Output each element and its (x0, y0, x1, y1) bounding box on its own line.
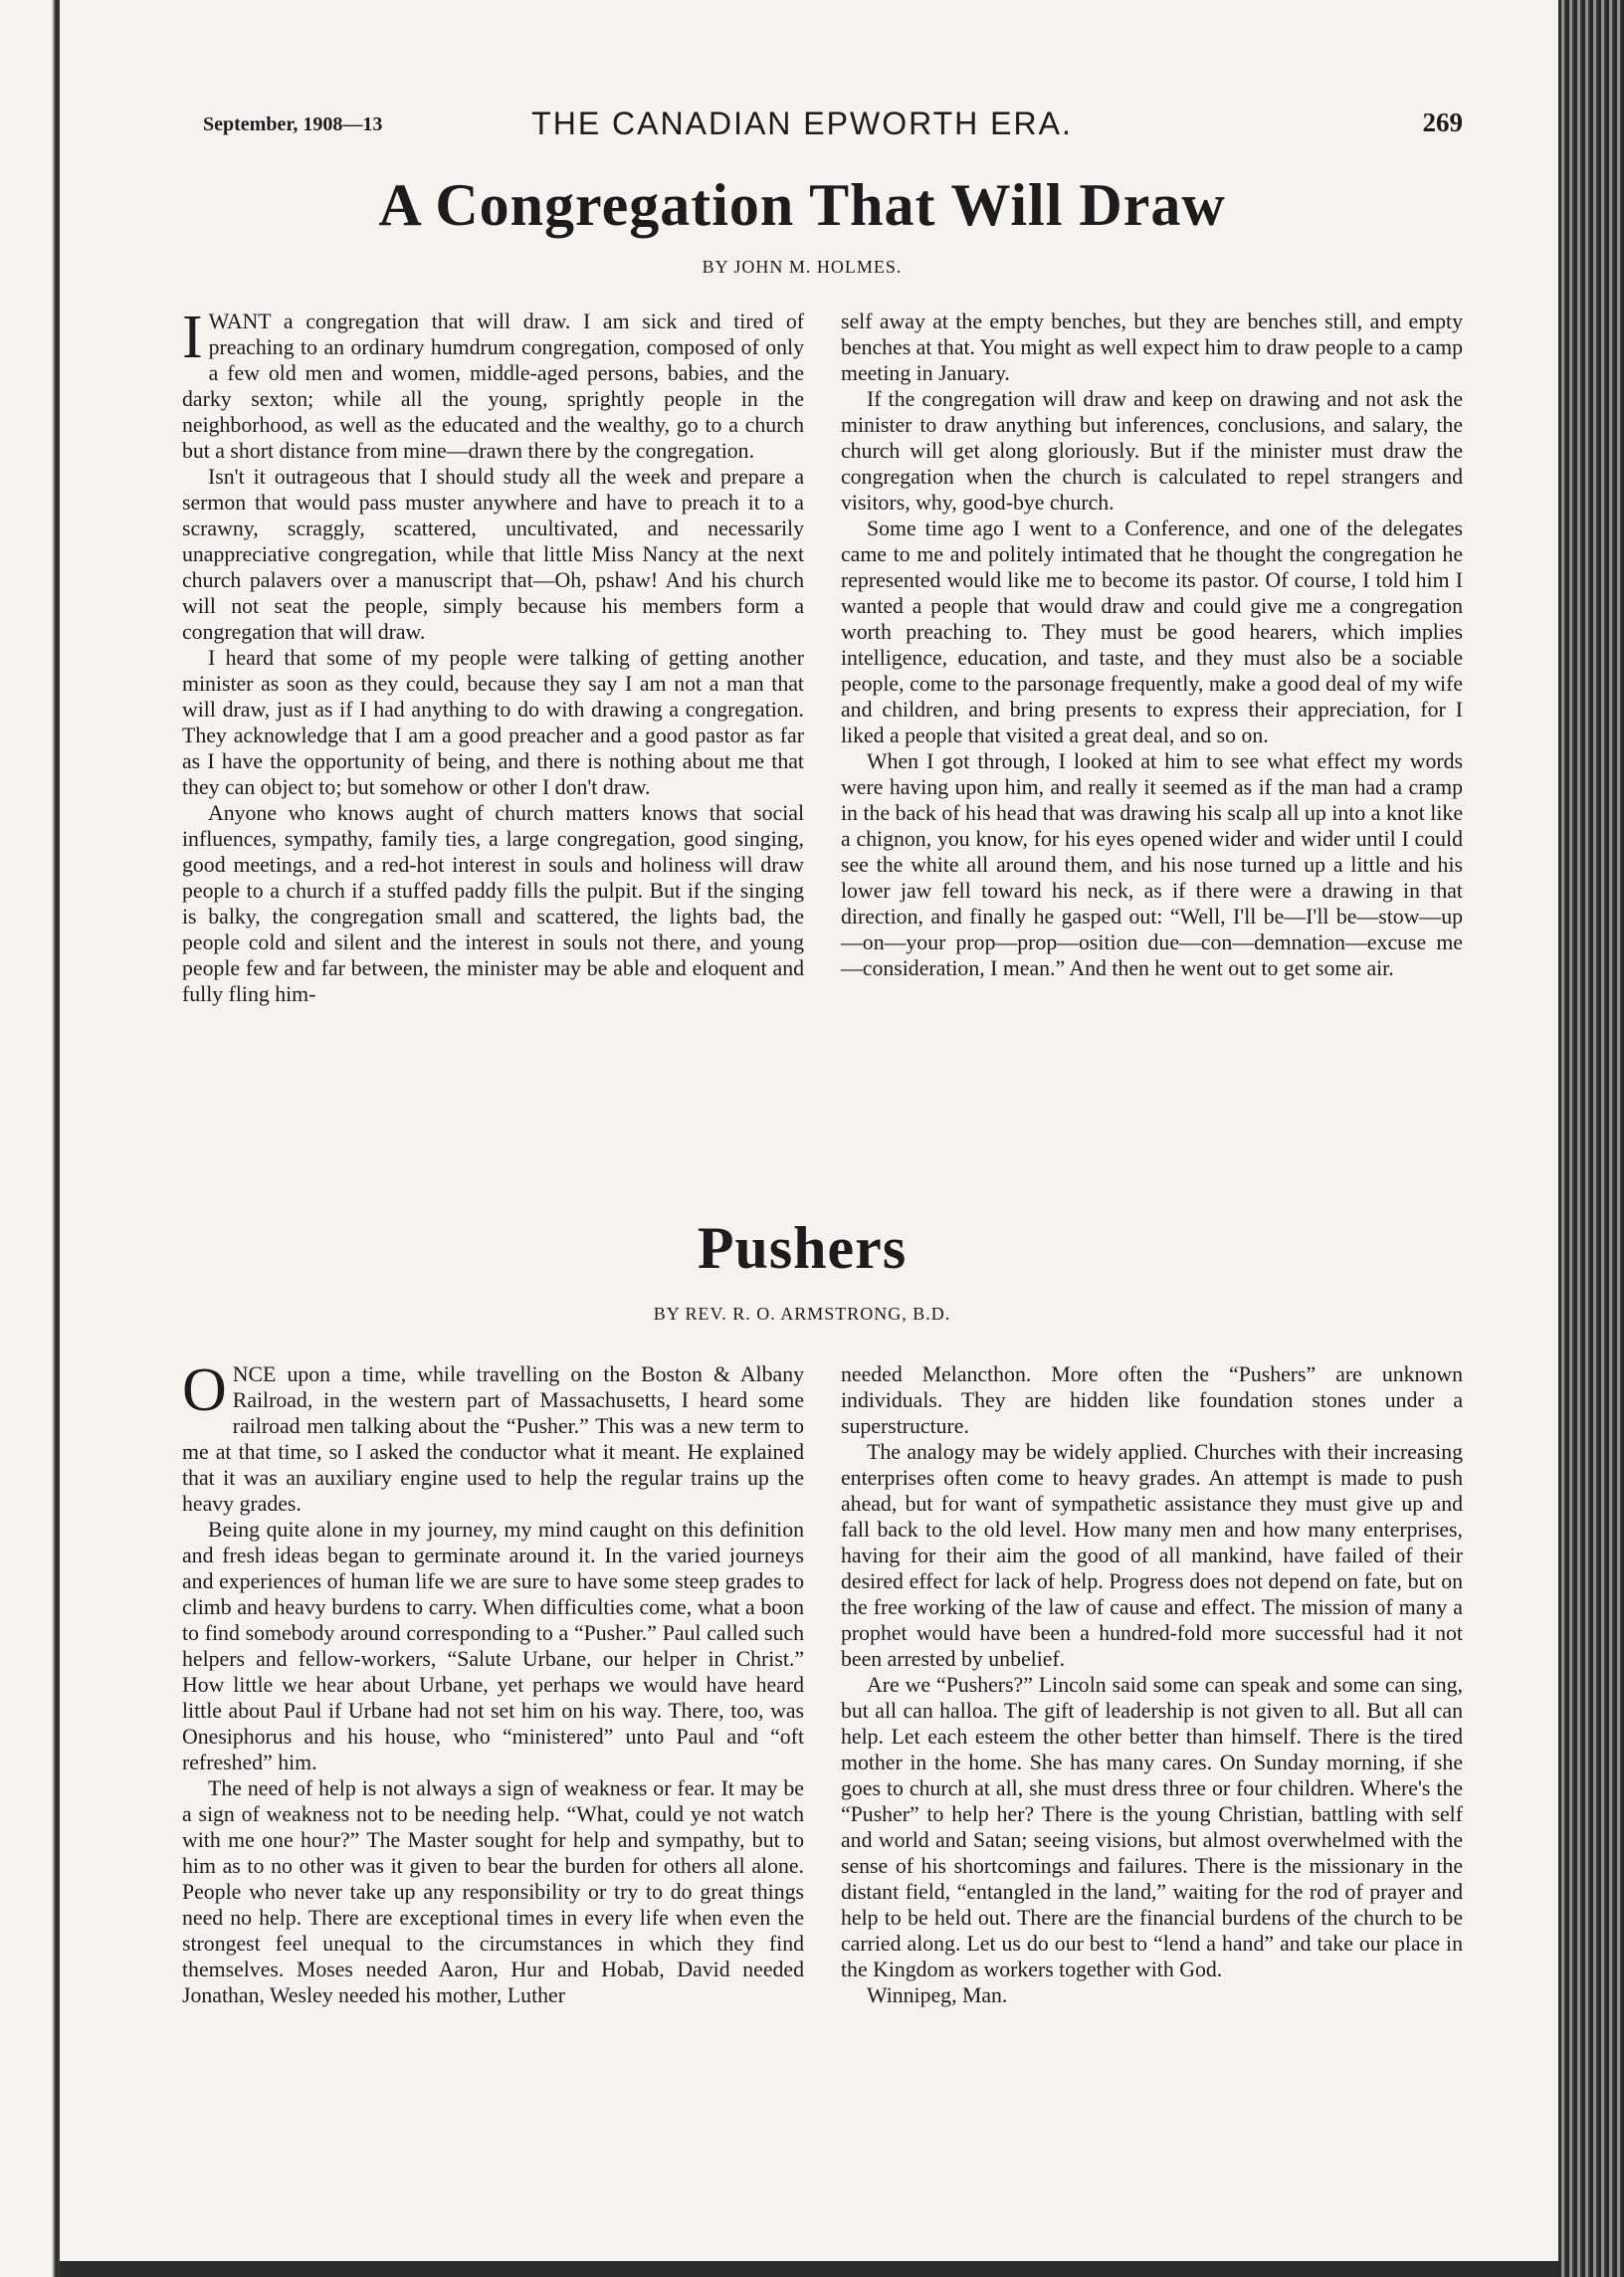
issue-date: September, 1908—13 (203, 113, 383, 135)
paragraph: ONCE upon a time, while travelling on the Boston & Albany Railroad, in the western part of Massachusetts, I heard some railroad men talking about the “Pusher.” This was a new term to me at that time, so I asked the conductor what it meant. He explained that it was an auxiliary engine used to help the regular trains up the heavy grades. (182, 1356, 804, 1516)
paragraph: Being quite alone in my journey, my mind caught on this definition and fresh ideas began to germinate around it. In the varied journeys and experiences of human life we are sure to have some steep grades to climb and heavy burdens to carry. When difficulties come, what a boon to find somebody around corresponding to a “Pusher.” Paul called such helpers and fellow-workers, “Salute Urbane, our helper in Christ.” How little we hear about Urbane, yet perhaps we would have heard little about Paul if Urbane had not set him on his way. There, too, was Onesiphorus and his house, who “ministered” unto Paul and “oft refreshed” him. (182, 1518, 804, 1774)
paragraph: Some time ago I went to a Conference, and one of the delegates came to me and politely intimated that he thought the congregation he represented would like me to become its pastor. Of course, I told him I wanted a people that would draw and could give me a congregation worth preaching to. They must be good hearers, which implies intelligence, education, and taste, and they must also be a sociable people, come to the parsonage frequently, make a good deal of my wife and children, and bring presents to express their appreciation, for I liked a people that visited a great deal, and so on. (841, 517, 1463, 747)
paragraph: When I got through, I looked at him to see what effect my words were having upon him, and really it seemed as if the man had a cramp in the back of his head that was drawing his scalp all up into a knot like a chignon, you know, for his eyes opened wider and wider until I could see the white all around them, and his nose turned up a little and his lower jaw fell toward his neck, as if there were a drawing in that direction, and finally he gasped out: “Well, I'll be—I'll be—stow—up—on—your prop—prop—osition due—con—demnation—excuse me—consideration, I mean.” And then he went out to get some air. (841, 749, 1463, 980)
book-page-edges (1558, 0, 1624, 2277)
paragraph: needed Melancthon. More often the “Pushers” are unknown individuals. They are hidden like foundation stones under a superstructure. (841, 1362, 1463, 1438)
sign-off-location: Winnipeg, Man. (867, 1983, 1008, 2007)
article1-column-left (182, 304, 804, 1007)
drop-cap: O (182, 1356, 227, 1424)
article-title-pushers: Pushers (697, 1215, 908, 1281)
article2-column-left (182, 1356, 804, 2008)
article2-column-right (841, 1361, 1463, 2008)
paragraph: The need of help is not always a sign of weakness or fear. It may be a sign of weakness not to be needing help. “What, could ye not watch with me one hour?” The Master sought for help and sympathy, but to him as to no other was it given to bear the burden for others all alone. People who never take up any responsibility or try to do great things need no help. There are exceptional times in every life when even the strongest feel unequal to the circumstances in which they find themselves. Moses needed Aaron, Hur and Hobab, David needed Jonathan, Wesley needed his mother, Luther (182, 1776, 804, 2007)
paragraph: self away at the empty benches, but they are benches still, and empty benches at that. You might as well expect him to draw people to a camp meeting in January. (841, 310, 1463, 385)
paragraph: IWANT a congregation that will draw. I am sick and tired of preaching to an ordinary humdrum congregation, composed of only a few old men and women, middle-aged persons, babies, and the darky sexton; while all the young, sprightly people in the neighborhood, as well as the educated and the wealthy, go to a church but a short distance from mine—drawn there by the congregation. (182, 304, 804, 463)
paragraph: I heard that some of my people were talking of getting another minister as soon as they could, because they say I am not a man that will draw, just as if I had anything to do with drawing a congregation. They acknowledge that I am a good preacher and a good pastor as far as I have the opportunity of being, and there is nothing about me that they can object to; but somehow or other I don't draw. (182, 646, 804, 799)
binding-gutter (0, 0, 60, 2277)
article-byline-armstrong: BY REV. R. O. ARMSTRONG, B.D. (653, 1304, 951, 1324)
publication-title: THE CANADIAN EPWORTH ERA. (531, 105, 1073, 141)
paragraph: Are we “Pushers?” Lincoln said some can speak and some can sing, but all can halloa. The gift of leadership is not given to all. But all can help. Let each esteem the other better than himself. There is the tired mother in the home. She has many cares. On Sunday morning, if she goes to church at all, she must dress three or four children. Where's the “Pusher” to help her? There is the young Christian, battling with self and world and Satan; seeing visions, but almost overwhelmed with the sense of his shortcomings and failures. There is the missionary in the distant field, “entangled in the land,” waiting for the rod of prayer and help to be held out. There are the financial burdens of the church to be carried along. Let us do our best to “lend a hand” and take our place in the Kingdom as workers together with God. (841, 1673, 1463, 1981)
drop-cap: I (182, 304, 203, 371)
article1-column-right (841, 309, 1463, 981)
running-header (141, 105, 1463, 149)
paragraph: The analogy may be widely applied. Churches with their increasing enterprises often come to heavy grades. An attempt is made to push ahead, but for want of sympathetic assistance they must give up and fall back to the old level. How many men and how many enterprises, having for their aim the good of all mankind, have failed of their desired effect for lack of help. Progress does not depend on fate, but on the free working of the law of cause and effect. The mission of many a prophet would have been a hundred-fold more successful had it not been arrested by unbelief. (841, 1440, 1463, 1671)
paragraph: If the congregation will draw and keep on drawing and not ask the minister to draw anything but inferences, conclusions, and salary, the church will get along gloriously. But if the minister must draw the congregation when the church is calculated to repel strangers and visitors, why, good-bye church. (841, 387, 1463, 515)
article-title-congregation: A Congregation That Will Draw (378, 172, 1226, 238)
bottom-shadow (60, 2261, 1558, 2277)
article-byline-holmes: BY JOHN M. HOLMES. (702, 257, 903, 277)
paragraph: Isn't it outrageous that I should study all the week and prepare a sermon that would pass muster anywhere and have to preach it to a scrawny, scraggly, scattered, uncultivated, and necessarily unappreciative congregation, while that little Miss Nancy at the next church palavers over a manuscript that—Oh, pshaw! And his church will not seat the people, simply because his members form a congregation that will draw. (182, 465, 804, 644)
paragraph: Anyone who knows aught of church matters knows that social influences, sympathy, family ties, a large congregation, good singing, good meetings, and a red-hot interest in souls and holiness will draw people to a church if a stuffed paddy fills the pulpit. But if the singing is balky, the congregation small and scattered, the lights bad, the people cold and silent and the interest in souls not there, and young people few and far between, the minister may be able and eloquent and fully fling him- (182, 801, 804, 1006)
page-number: 269 (1422, 107, 1463, 137)
